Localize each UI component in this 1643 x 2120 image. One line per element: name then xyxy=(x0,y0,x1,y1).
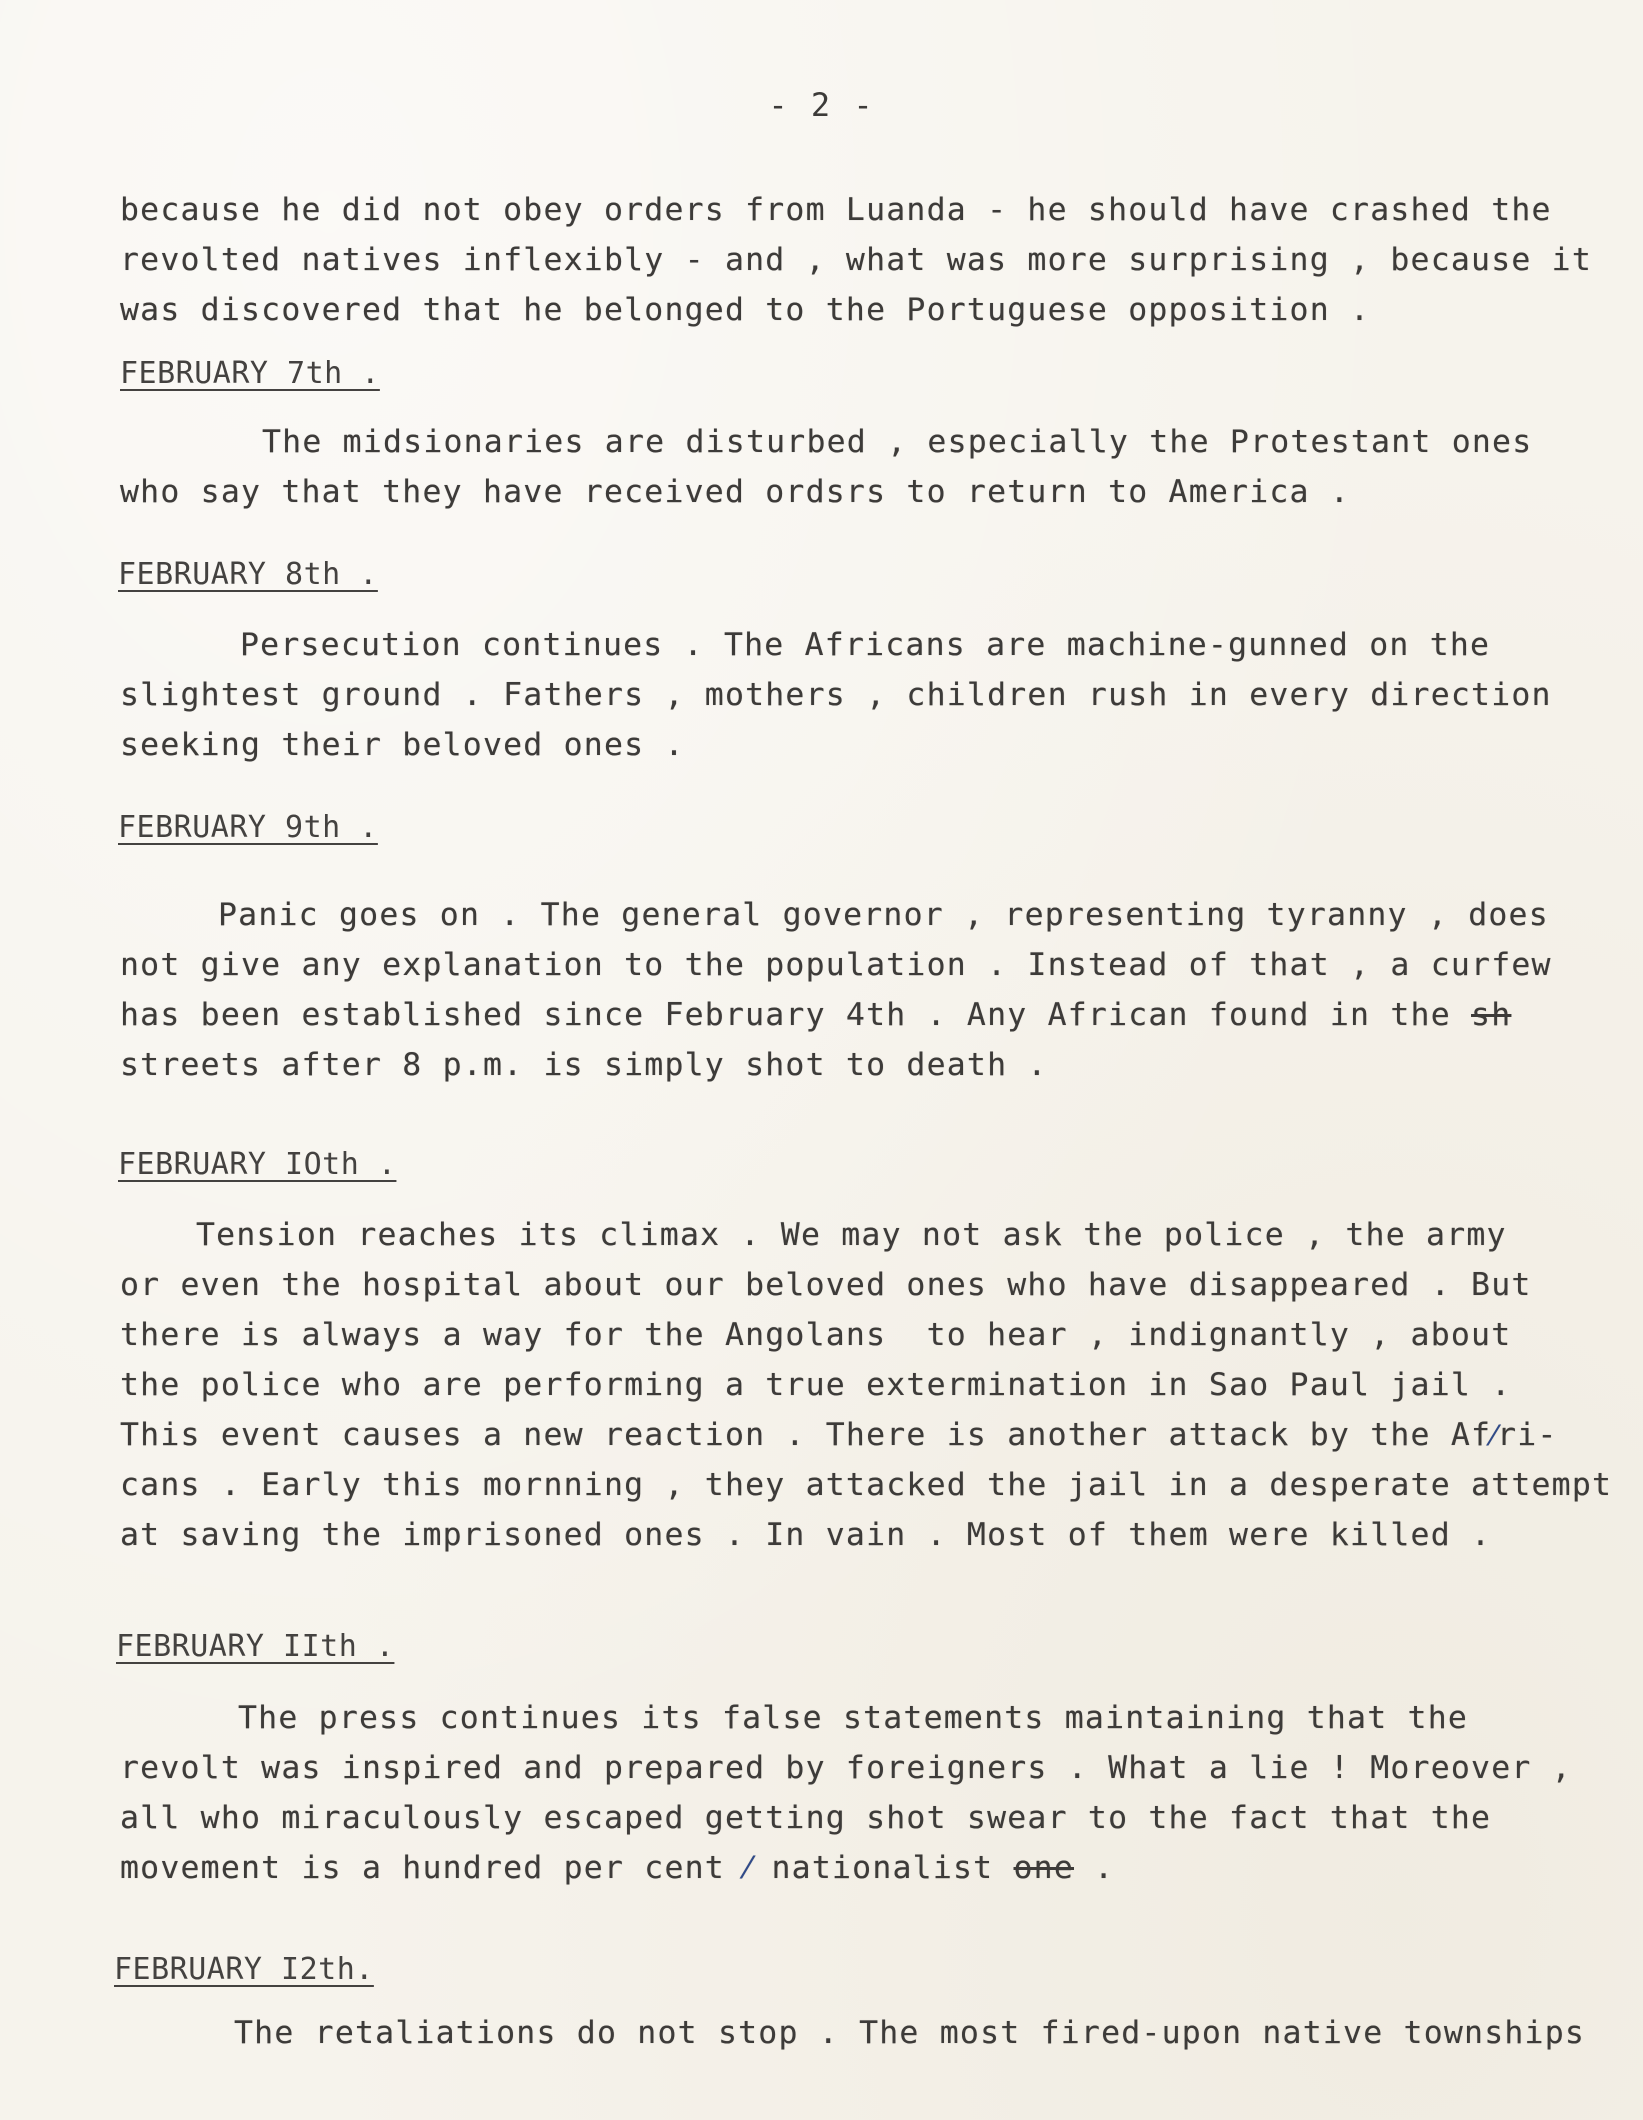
section-heading xyxy=(120,354,380,394)
text-line-content: This event causes a new reaction . There is another attack by the Af xyxy=(120,1417,1492,1453)
section-heading-text: FEBRUARY IIth . xyxy=(116,1629,395,1664)
text-line: at saving the imprisoned ones . In vain . Most of them were killed . xyxy=(120,1517,1492,1553)
text-line-tail: ri- xyxy=(1497,1417,1558,1453)
text-line: or even the hospital about our beloved ones who have disappeared . But xyxy=(120,1267,1532,1303)
text-line: The press continues its false statements maintaining that the xyxy=(238,1700,1469,1736)
page-number: - 2 - xyxy=(768,86,875,124)
text-line: cans . Early this mornning , they attacked the jail in a desperate attempt xyxy=(120,1467,1613,1503)
text-line: Tension reaches its climax . We may not ask the police , the army xyxy=(196,1217,1507,1253)
text-line: was discovered that he belonged to the Portuguese opposition . xyxy=(120,292,1371,328)
text-line xyxy=(120,995,1511,1035)
section-heading xyxy=(118,1145,396,1185)
text-line xyxy=(120,1415,1558,1456)
section-heading-text: FEBRUARY 7th . xyxy=(120,356,380,391)
section-heading-text: FEBRUARY I2th. xyxy=(114,1952,374,1987)
section-heading xyxy=(116,1627,394,1667)
text-line: because he did not obey orders from Luanda - he should have crashed the xyxy=(120,192,1552,228)
text-line: seeking their beloved ones . xyxy=(120,727,685,763)
text-line: Persecution continues . The Africans are machine-gunned on the xyxy=(240,627,1491,663)
text-line: The midsionaries are disturbed , especially the Protestant ones xyxy=(262,424,1533,460)
text-line: who say that they have received ordsrs to return to America . xyxy=(120,474,1351,510)
text-line: the police who are performing a true extermination in Sao Paul jail . xyxy=(120,1367,1512,1403)
section-heading-text: FEBRUARY IOth . xyxy=(118,1147,397,1182)
text-line: revolted natives inflexibly - and , what was more surprising , because it xyxy=(120,242,1593,278)
section-heading-text: FEBRUARY 8th . xyxy=(118,557,378,592)
text-line: revolt was inspired and prepared by foreigners . What a lie ! Moreover , xyxy=(120,1750,1572,1786)
struck-word: one xyxy=(1013,1850,1074,1886)
text-line: there is always a way for the Angolans to hear , indignantly , about xyxy=(120,1317,1512,1353)
struck-word: sh xyxy=(1471,997,1512,1033)
section-heading xyxy=(118,555,378,595)
pencil-correction-mark: ⁄ xyxy=(745,1851,752,1886)
text-line: streets after 8 p.m. is simply shot to death . xyxy=(120,1047,1048,1083)
section-heading xyxy=(114,1950,374,1990)
section-heading-text: FEBRUARY 9th . xyxy=(118,810,378,845)
text-line xyxy=(120,1848,1114,1889)
text-line-content: movement is a hundred per cent xyxy=(120,1850,725,1886)
text-line: The retaliations do not stop . The most fired-upon native townships xyxy=(234,2015,1586,2051)
text-line: slightest ground . Fathers , mothers , children rush in every direction xyxy=(120,677,1552,713)
end-period: . xyxy=(1094,1850,1115,1886)
section-heading xyxy=(118,808,378,848)
text-line-content: has been established since February 4th . Any African found in the xyxy=(120,997,1451,1033)
text-line: not give any explanation to the population . Instead of that , a curfew xyxy=(120,947,1552,983)
pencil-correction-mark: ⁄ xyxy=(1491,1419,1498,1452)
text-line: all who miraculously escaped getting shot swear to the fact that the xyxy=(120,1800,1492,1836)
text-line: Panic goes on . The general governor , representing tyranny , does xyxy=(218,897,1549,933)
text-line-content: nationalist xyxy=(771,1850,994,1886)
